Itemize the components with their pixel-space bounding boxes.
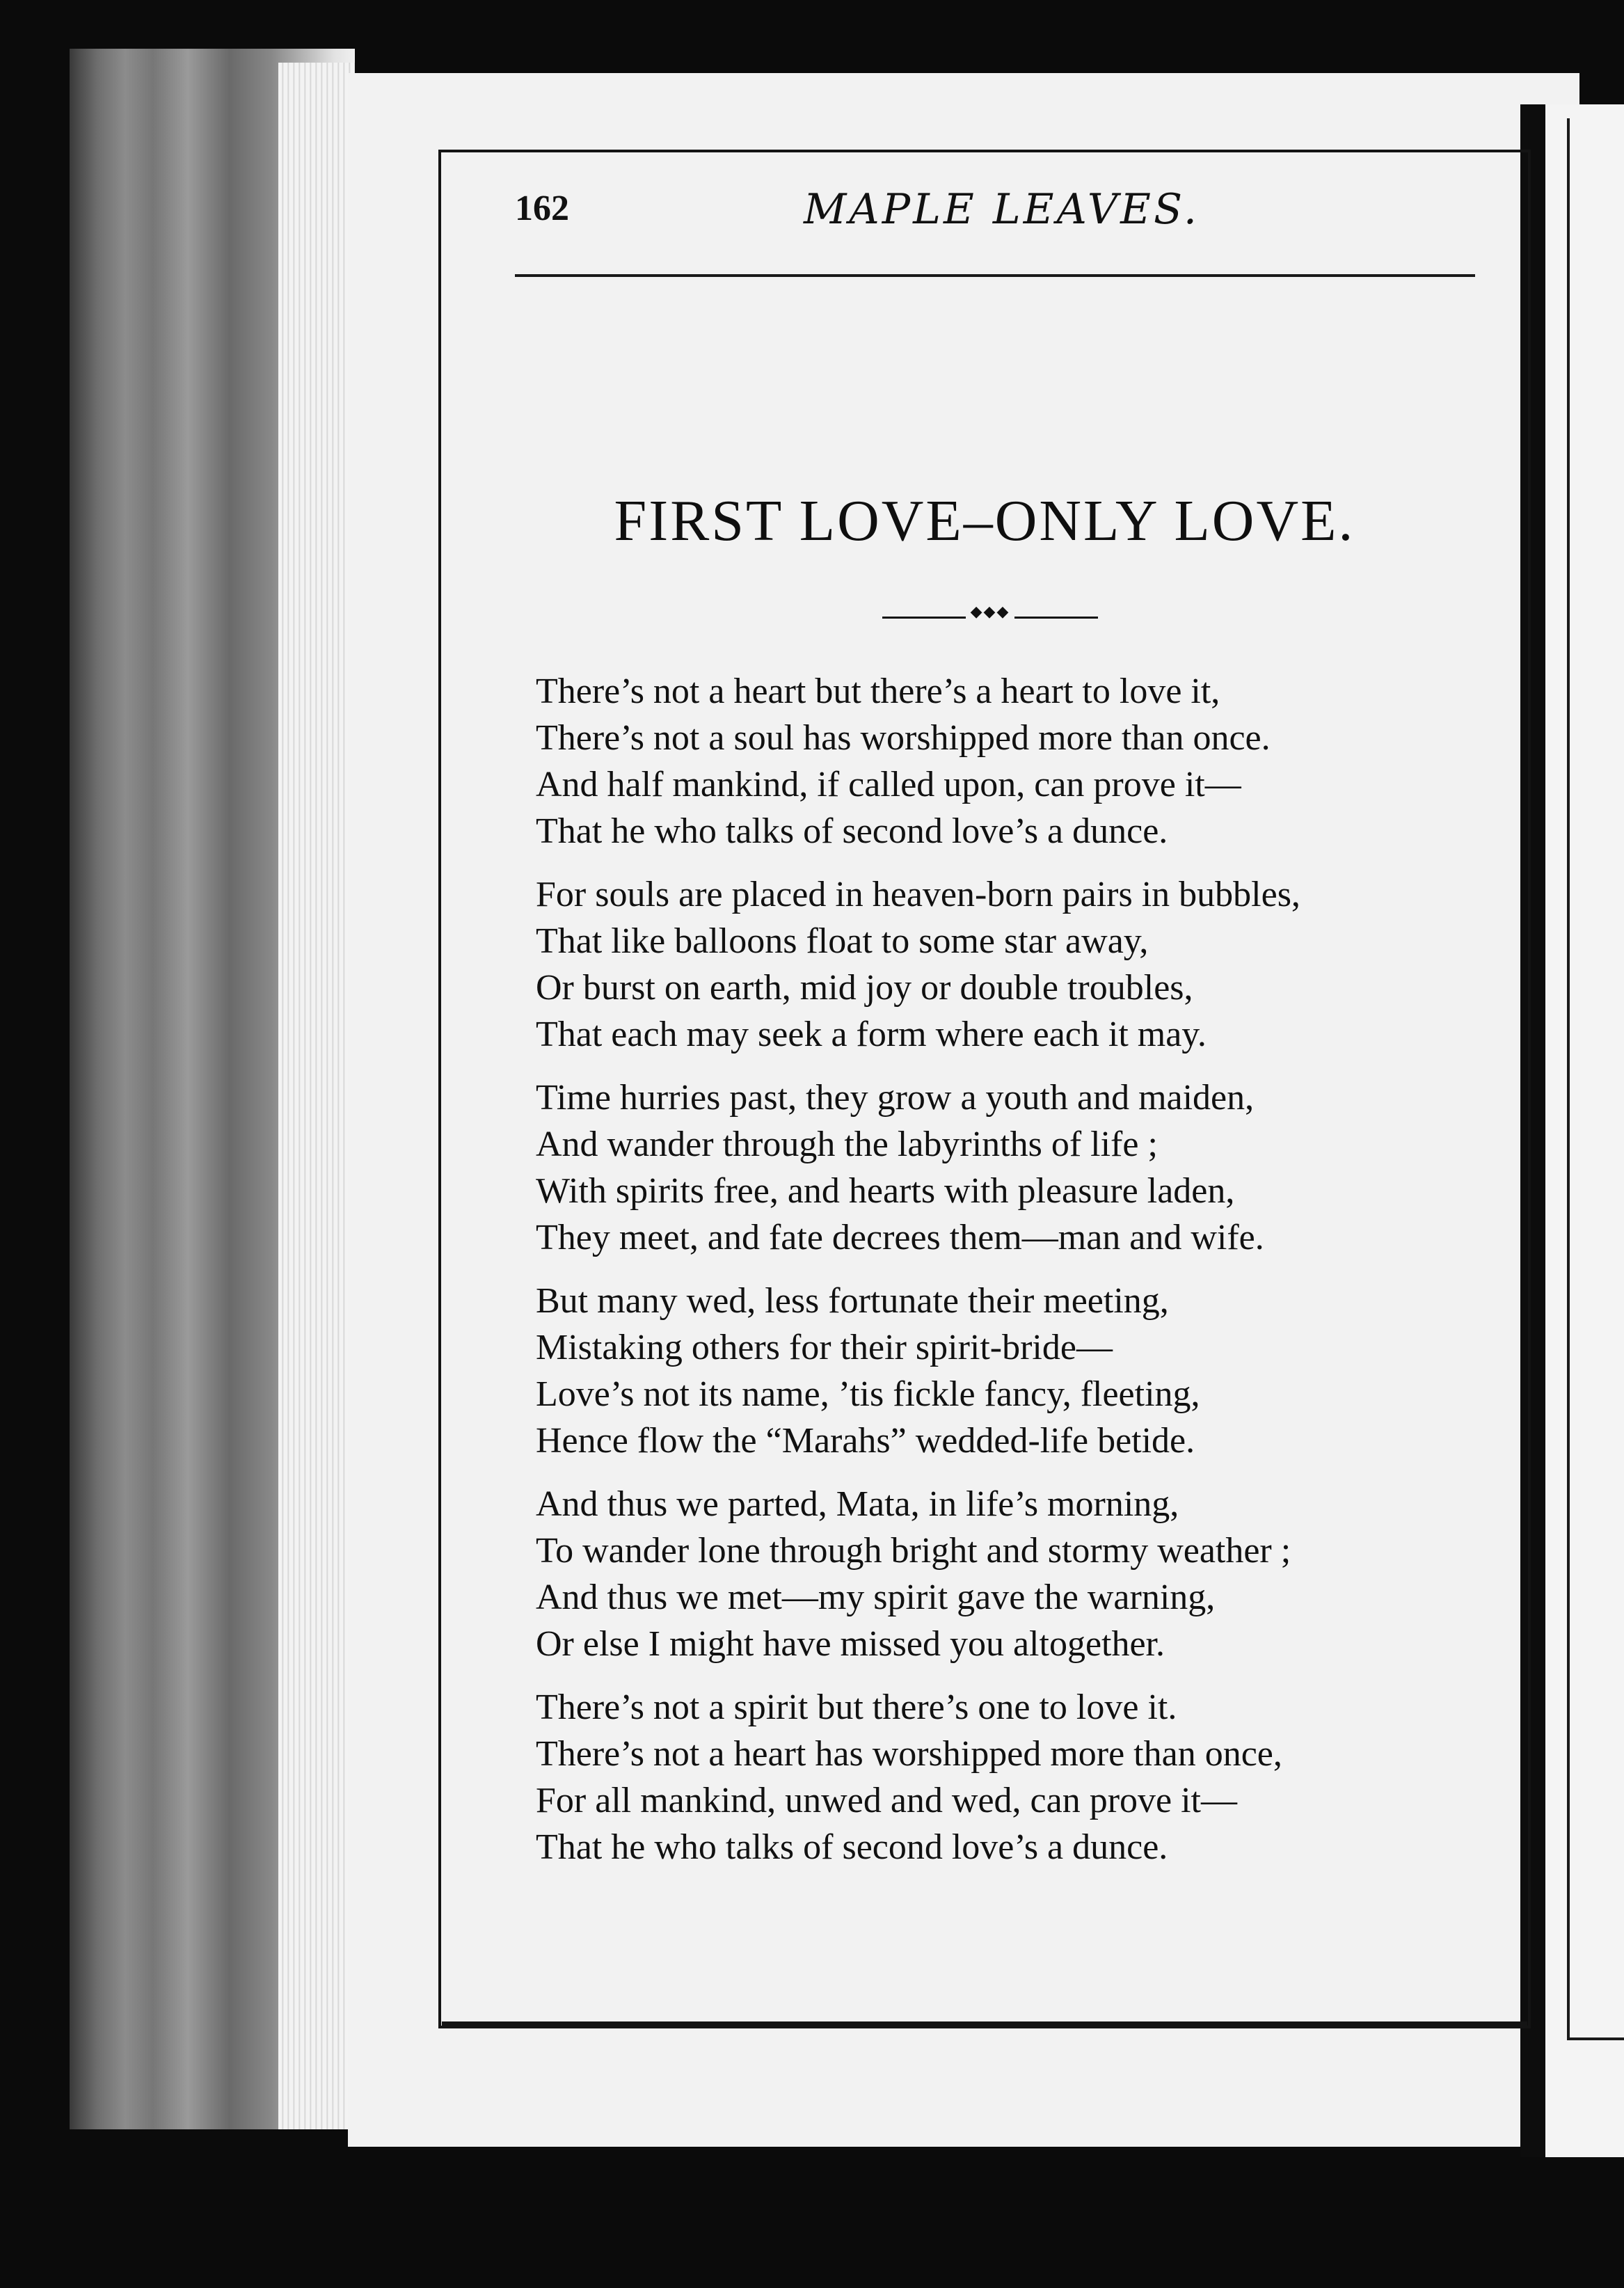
poem-line: With spirits free, and hearts with pleasure laden, (536, 1171, 1235, 1211)
poem-line: For all mankind, unwed and wed, can prove it— (536, 1781, 1237, 1820)
poem-line: There’s not a soul has worshipped more than once. (536, 718, 1271, 758)
stanza (536, 668, 1440, 855)
poem-line: They meet, and fate decrees them—man and wife. (536, 1218, 1264, 1257)
running-title: MAPLE LEAVES. (804, 185, 1200, 234)
poem-line: There’s not a heart has worshipped more than once, (536, 1734, 1282, 1774)
poem-line: That each may seek a form where each it may. (536, 1015, 1207, 1054)
poem-line: There’s not a heart but there’s a heart to love it, (536, 672, 1220, 711)
stanza (536, 1481, 1440, 1667)
poem-line: That he who talks of second love’s a dunce. (536, 811, 1168, 851)
poem-line: That like balloons float to some star away, (536, 921, 1149, 961)
stanza (536, 1278, 1440, 1464)
poem-line: Love’s not its name, ’tis fickle fancy, fleeting, (536, 1374, 1200, 1414)
poem-line: To wander lone through bright and stormy weather ; (536, 1531, 1291, 1571)
ornament-left-line (882, 617, 966, 619)
poem-line: There’s not a spirit but there’s one to love it. (536, 1687, 1177, 1727)
stanza (536, 1074, 1440, 1261)
poem-line: And thus we met—my spirit gave the warning, (536, 1578, 1216, 1617)
poem-line: For souls are placed in heaven-born pairs in bubbles, (536, 875, 1300, 914)
page-stack-lines (278, 63, 355, 2129)
running-head (515, 185, 1475, 244)
poem-line: And thus we parted, Mata, in life’s morning, (536, 1484, 1179, 1524)
running-head-rule (515, 274, 1475, 277)
poem-body (536, 668, 1440, 1887)
poem-line: Or else I might have missed you altogether. (536, 1624, 1165, 1664)
next-page-edge (1520, 104, 1624, 2157)
poem-line: And wander through the labyrinths of life ; (536, 1125, 1158, 1164)
frame-bottom-rule (442, 2021, 1527, 2026)
poem-line: Mistaking others for their spirit-bride— (536, 1328, 1113, 1367)
poem-line: Time hurries past, they grow a youth and maiden, (536, 1078, 1255, 1118)
page-number: 162 (515, 189, 569, 228)
poem-title: FIRST LOVE–ONLY LOVE. (614, 488, 1355, 553)
poem-line: That he who talks of second love’s a dunce. (536, 1827, 1168, 1867)
poem-line: And half mankind, if called upon, can prove it— (536, 765, 1241, 804)
title-ornament (882, 603, 1098, 628)
ornament-diamonds: ◆◆◆ (970, 603, 1010, 621)
next-page-bottom-rule (1567, 2037, 1624, 2040)
stanza (536, 1684, 1440, 1870)
poem-line: Hence flow the “Marahs” wedded-life betide. (536, 1421, 1195, 1461)
poem-line: But many wed, less fortunate their meeting, (536, 1281, 1169, 1321)
next-page-border-rule (1567, 118, 1570, 2039)
poem-line: Or burst on earth, mid joy or double troubles, (536, 968, 1193, 1008)
ornament-right-line (1014, 617, 1098, 619)
stanza (536, 871, 1440, 1058)
